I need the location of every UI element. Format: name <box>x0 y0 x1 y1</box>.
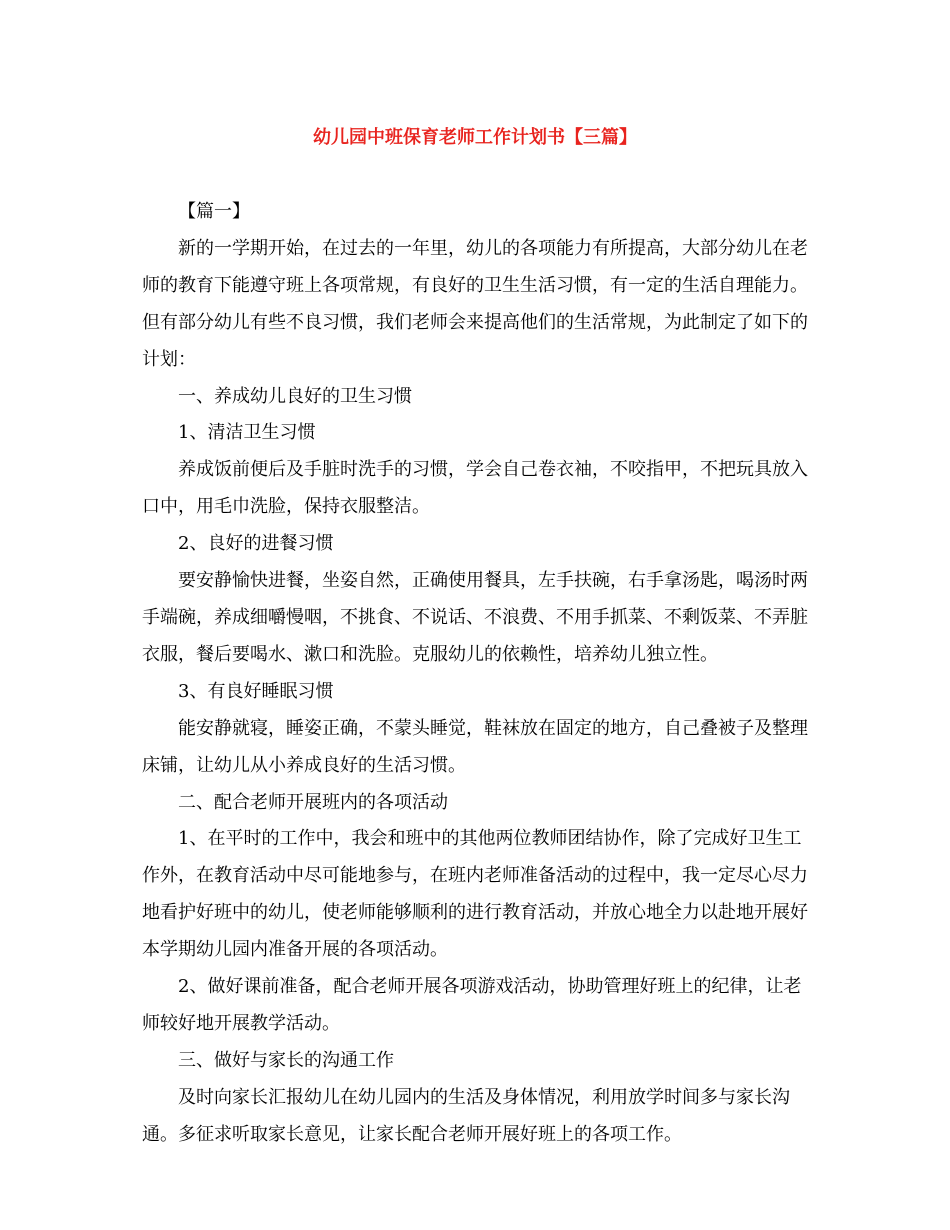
section-heading-part-one: 【篇一】 <box>178 201 250 222</box>
paragraph-class-preparation: 2、做好课前准备，配合老师开展各项游戏活动，协助管理好班上的纪律，让老师较好地开展教学活动。 <box>142 976 802 1034</box>
subheading-sleep-habits: 3、有良好睡眠习惯 <box>178 680 334 702</box>
document-body <box>142 194 808 1154</box>
section-heading-parent-communication: 三、做好与家长的沟通工作 <box>178 1049 394 1071</box>
document-title: 幼儿园中班保育老师工作计划书【三篇】 <box>313 127 637 148</box>
section-heading-cooperate-teachers: 二、配合老师开展班内的各项活动 <box>178 791 448 813</box>
paragraph-sleep-habits: 能安静就寝，睡姿正确，不蒙头睡觉，鞋袜放在固定的地方，自己叠被子及整理床铺，让幼儿从小养成良好的生活习惯。 <box>142 717 808 776</box>
section-heading-hygiene-habits: 一、养成幼儿良好的卫生习惯 <box>178 385 412 407</box>
intro-paragraph: 新的一学期开始，在过去的一年里，幼儿的各项能力有所提高，大部分幼儿在老师的教育下能遵守班上各项常规，有良好的卫生生活习惯，有一定的生活自理能力。但有部分幼儿有些不良习惯，我们老师会来提高他们的生活常规，为此制定了如下的计划： <box>142 237 808 370</box>
paragraph-parent-communication: 及时向家长汇报幼儿在幼儿园内的生活及身体情况，利用放学时间多与家长沟通。多征求听取家长意见，让家长配合老师开展好班上的各项工作。 <box>142 1086 790 1145</box>
subheading-cleanliness: 1、清洁卫生习惯 <box>178 422 316 444</box>
paragraph-cleanliness: 养成饭前便后及手脏时洗手的习惯，学会自己卷衣袖，不咬指甲，不把玩具放入口中，用毛巾洗脸，保持衣服整洁。 <box>142 459 808 518</box>
paragraph-teamwork: 1、在平时的工作中，我会和班中的其他两位教师团结协作，除了完成好卫生工作外，在教育活动中尽可能地参与，在班内老师准备活动的过程中，我一定尽心尽力地看护好班中的幼儿，使老师能够顺利的进行教育活动，并放心地全力以赴地开展好本学期幼儿园内准备开展的各项活动。 <box>142 828 808 961</box>
paragraph-eating-habits: 要安静愉快进餐，坐姿自然，正确使用餐具，左手扶碗，右手拿汤匙，喝汤时两手端碗，养成细嚼慢咽，不挑食、不说话、不浪费、不用手抓菜、不剩饭菜、不弄脏衣服，餐后要喝水、漱口和洗脸。克服幼儿的依赖性，培养幼儿独立性。 <box>142 570 808 665</box>
subheading-eating-habits: 2、良好的进餐习惯 <box>178 533 334 555</box>
